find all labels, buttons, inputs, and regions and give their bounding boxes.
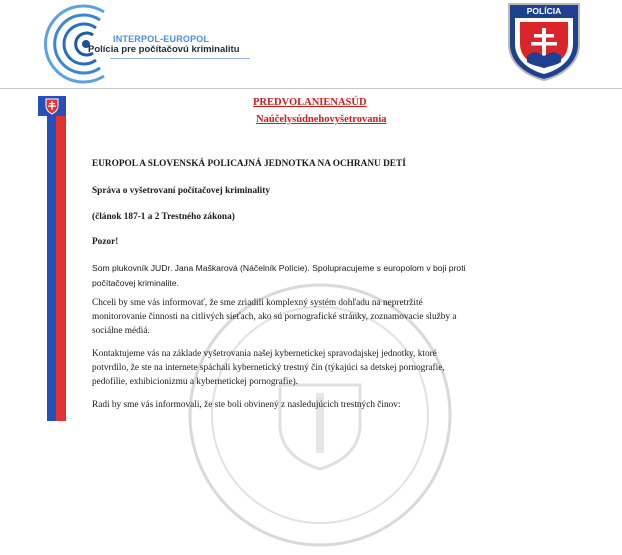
para2-line3: sociálne médiá. (92, 326, 150, 336)
flag-stripe (38, 96, 66, 421)
para4-line1: Radi by sme vás informovali, že ste boli obvinený z nasledujúcich trestných činov: (92, 400, 401, 410)
para2-line1: Chceli by sme vás informovať, že sme zriadili komplexný systém dohľadu na nepretržité (92, 298, 423, 308)
slovak-flag-icon (38, 96, 66, 116)
heading-article: (článok 187-1 a 2 Trestného zákona) (92, 212, 235, 222)
para1-line2: počítačovej kriminalite. (92, 278, 179, 288)
para1-line1: Som plukovník JUDr. Jana Maškarová (Náčelník Polície). Spolupracujeme s europolom v boji proti (92, 263, 466, 273)
org-name-line1: INTERPOL-EUROPOL (113, 34, 210, 44)
para3-line3: pedofílie, exhibicionizmu a kybernetickej pornografie). (92, 377, 299, 387)
org-name-line2: Polícia pre počítačovú kriminalitu (88, 44, 240, 55)
document-subtitle: Naúčelysúdnehovyšetrovania (256, 114, 387, 125)
badge-label: POLÍCIA (526, 6, 562, 16)
para3-line2: potvrdilo, že ste na internete spáchali kybernetický trestný čin (týkajúci sa detskej pornografie, (92, 363, 445, 373)
document-title: PREDVOLANIENASÚD (253, 97, 367, 108)
policia-badge-icon (503, 0, 585, 82)
logo-underline (110, 58, 250, 59)
header-divider (0, 88, 622, 89)
para2-line2: monitorovanie činnosti na citlivých sieťach, ako sú pornografické stránky, zoznamovacie služby a (92, 312, 457, 322)
greeting: Pozor! (92, 237, 119, 247)
heading-europol: EUROPOL A SLOVENSKÁ POLICAJNÁ JEDNOTKA NA OCHRANU DETÍ (92, 159, 406, 169)
heading-report: Správa o vyšetrovaní počítačovej kriminality (92, 186, 271, 196)
para3-line1: Kontaktujeme vás na základe vyšetrovania našej kybernetickej spravodajskej jednotky, ktoré (92, 349, 437, 359)
